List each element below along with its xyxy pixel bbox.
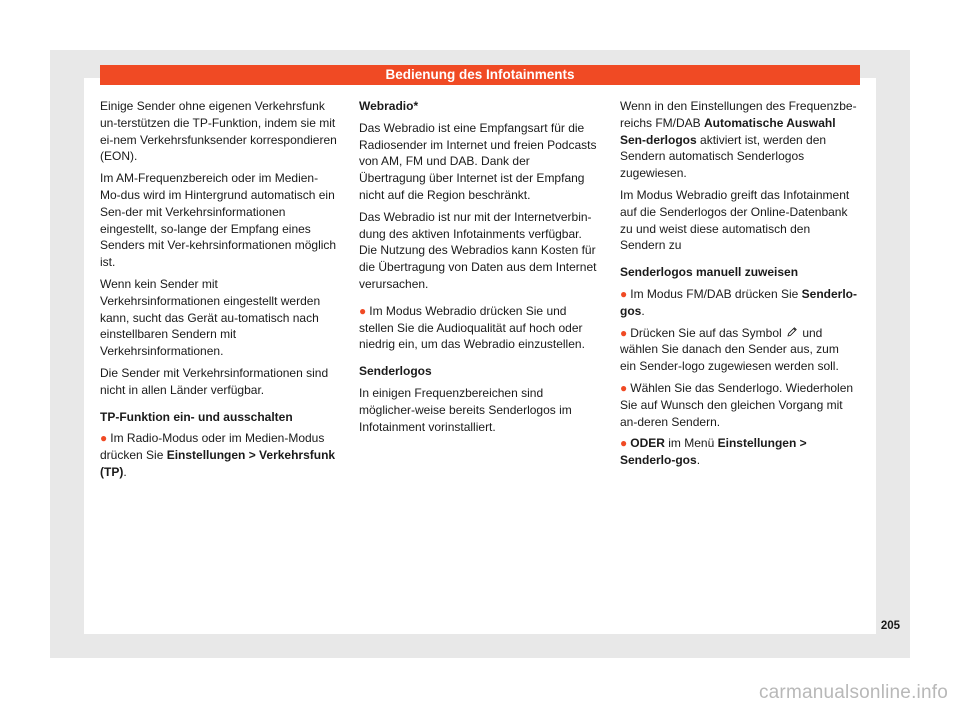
section-header: Bedienung des Infotainments [100,65,860,85]
paragraph: Die Sender mit Verkehrsinformationen sind nicht in allen Länder verfügbar. [100,365,329,397]
paragraph: Im Modus Webradio greift das Infotainment auf die Senderlogos der Online-Datenbank zu und weist diese automatisch den Sendern zu [620,187,850,253]
paragraph: Wenn in den Einstellungen des Frequenzbe-reichs FM/DAB Automatische Auswahl Sen-derlogos aktiviert ist, werden den Sendern automatisch Senderlogos zugewiesen. [620,99,857,181]
bullet-dot-icon: ● [620,436,628,451]
watermark[interactable]: carmanualsonline.info [758,682,948,703]
subheading: TP-Funktion ein- und ausschalten [100,409,293,424]
subheading: Senderlogos [359,364,432,379]
subheading: Webradio* [359,99,419,113]
bullet-dot-icon: ● [100,431,108,446]
paragraph: In einigen Frequenzbereichen sind möglicher-weise bereits Senderlogos im Infotainment vorinstalliert. [359,385,572,434]
bullet-item: ● Im Modus FM/DAB drücken Sie Senderlo-gos. [620,286,857,318]
paragraph: Das Webradio ist nur mit der Internetverbin-dung des aktiven Infotainments verfügbar. Die Nutzung des Webradios kann Kosten für die Übertragung von Daten aus dem Internet verursachen. [359,209,597,291]
paragraph: Einige Sender ohne eigenen Verkehrsfunk un-terstützen die TP-Funktion, indem sie mit ei-nem Verkehrsfunksender korrespondieren (EON). [100,99,337,164]
bullet-item: ● Im Radio-Modus oder im Medien-Modus drücken Sie Einstellungen > Verkehrsfunk (TP). [100,431,336,479]
paragraph: Wenn kein Sender mit Verkehrsinformationen eingestellt werden kann, sucht das Gerät au-tomatisch nach einstellbaren Sendern mit Verkehrsinformationen. [100,276,321,359]
bullet-item: ● Drücken Sie auf das Symbol und wählen Sie danach den Sender aus, zum ein Sender-logo zugewiesen werden soll. [620,325,839,374]
paragraph: Das Webradio ist eine Empfangsart für die Radiosender im Internet und freien Podcasts von AM, FM und DAB. Dank der Übertragung über Internet ist der Empfang nicht auf die Region beschränkt. [359,120,597,202]
pencil-icon [786,326,798,338]
bullet-dot-icon: ● [620,380,628,395]
bullet-dot-icon: ● [620,286,628,301]
page-number: 205 [880,620,900,632]
bullet-item: ● Wählen Sie das Senderlogo. Wiederholen Sie auf Wunsch den gleichen Vorgang mit an-deren Sendern. [620,380,854,429]
column-3 [620,98,858,474]
bullet-item: ● Im Modus Webradio drücken Sie und stellen Sie die Audioqualität auf hoch oder niedrig ein, um das Webradio einzustellen. [359,303,585,352]
column-2 [359,98,597,440]
column-1 [100,98,338,486]
bullet-item: ● ODER im Menü Einstellungen > Senderlo-gos. [620,436,807,468]
bullet-dot-icon: ● [620,325,628,340]
subheading: Senderlogos manuell zuweisen [620,265,799,280]
paragraph: Im AM-Frequenzbereich oder im Medien-Mo-dus wird im Hintergrund automatisch ein Sen-der mit Verkehrsinformationen eingestellt, so-lange der Empfang eines Senders mit Ver-kehrsinformationen möglich ist. [100,171,337,270]
bullet-dot-icon: ● [359,303,367,318]
